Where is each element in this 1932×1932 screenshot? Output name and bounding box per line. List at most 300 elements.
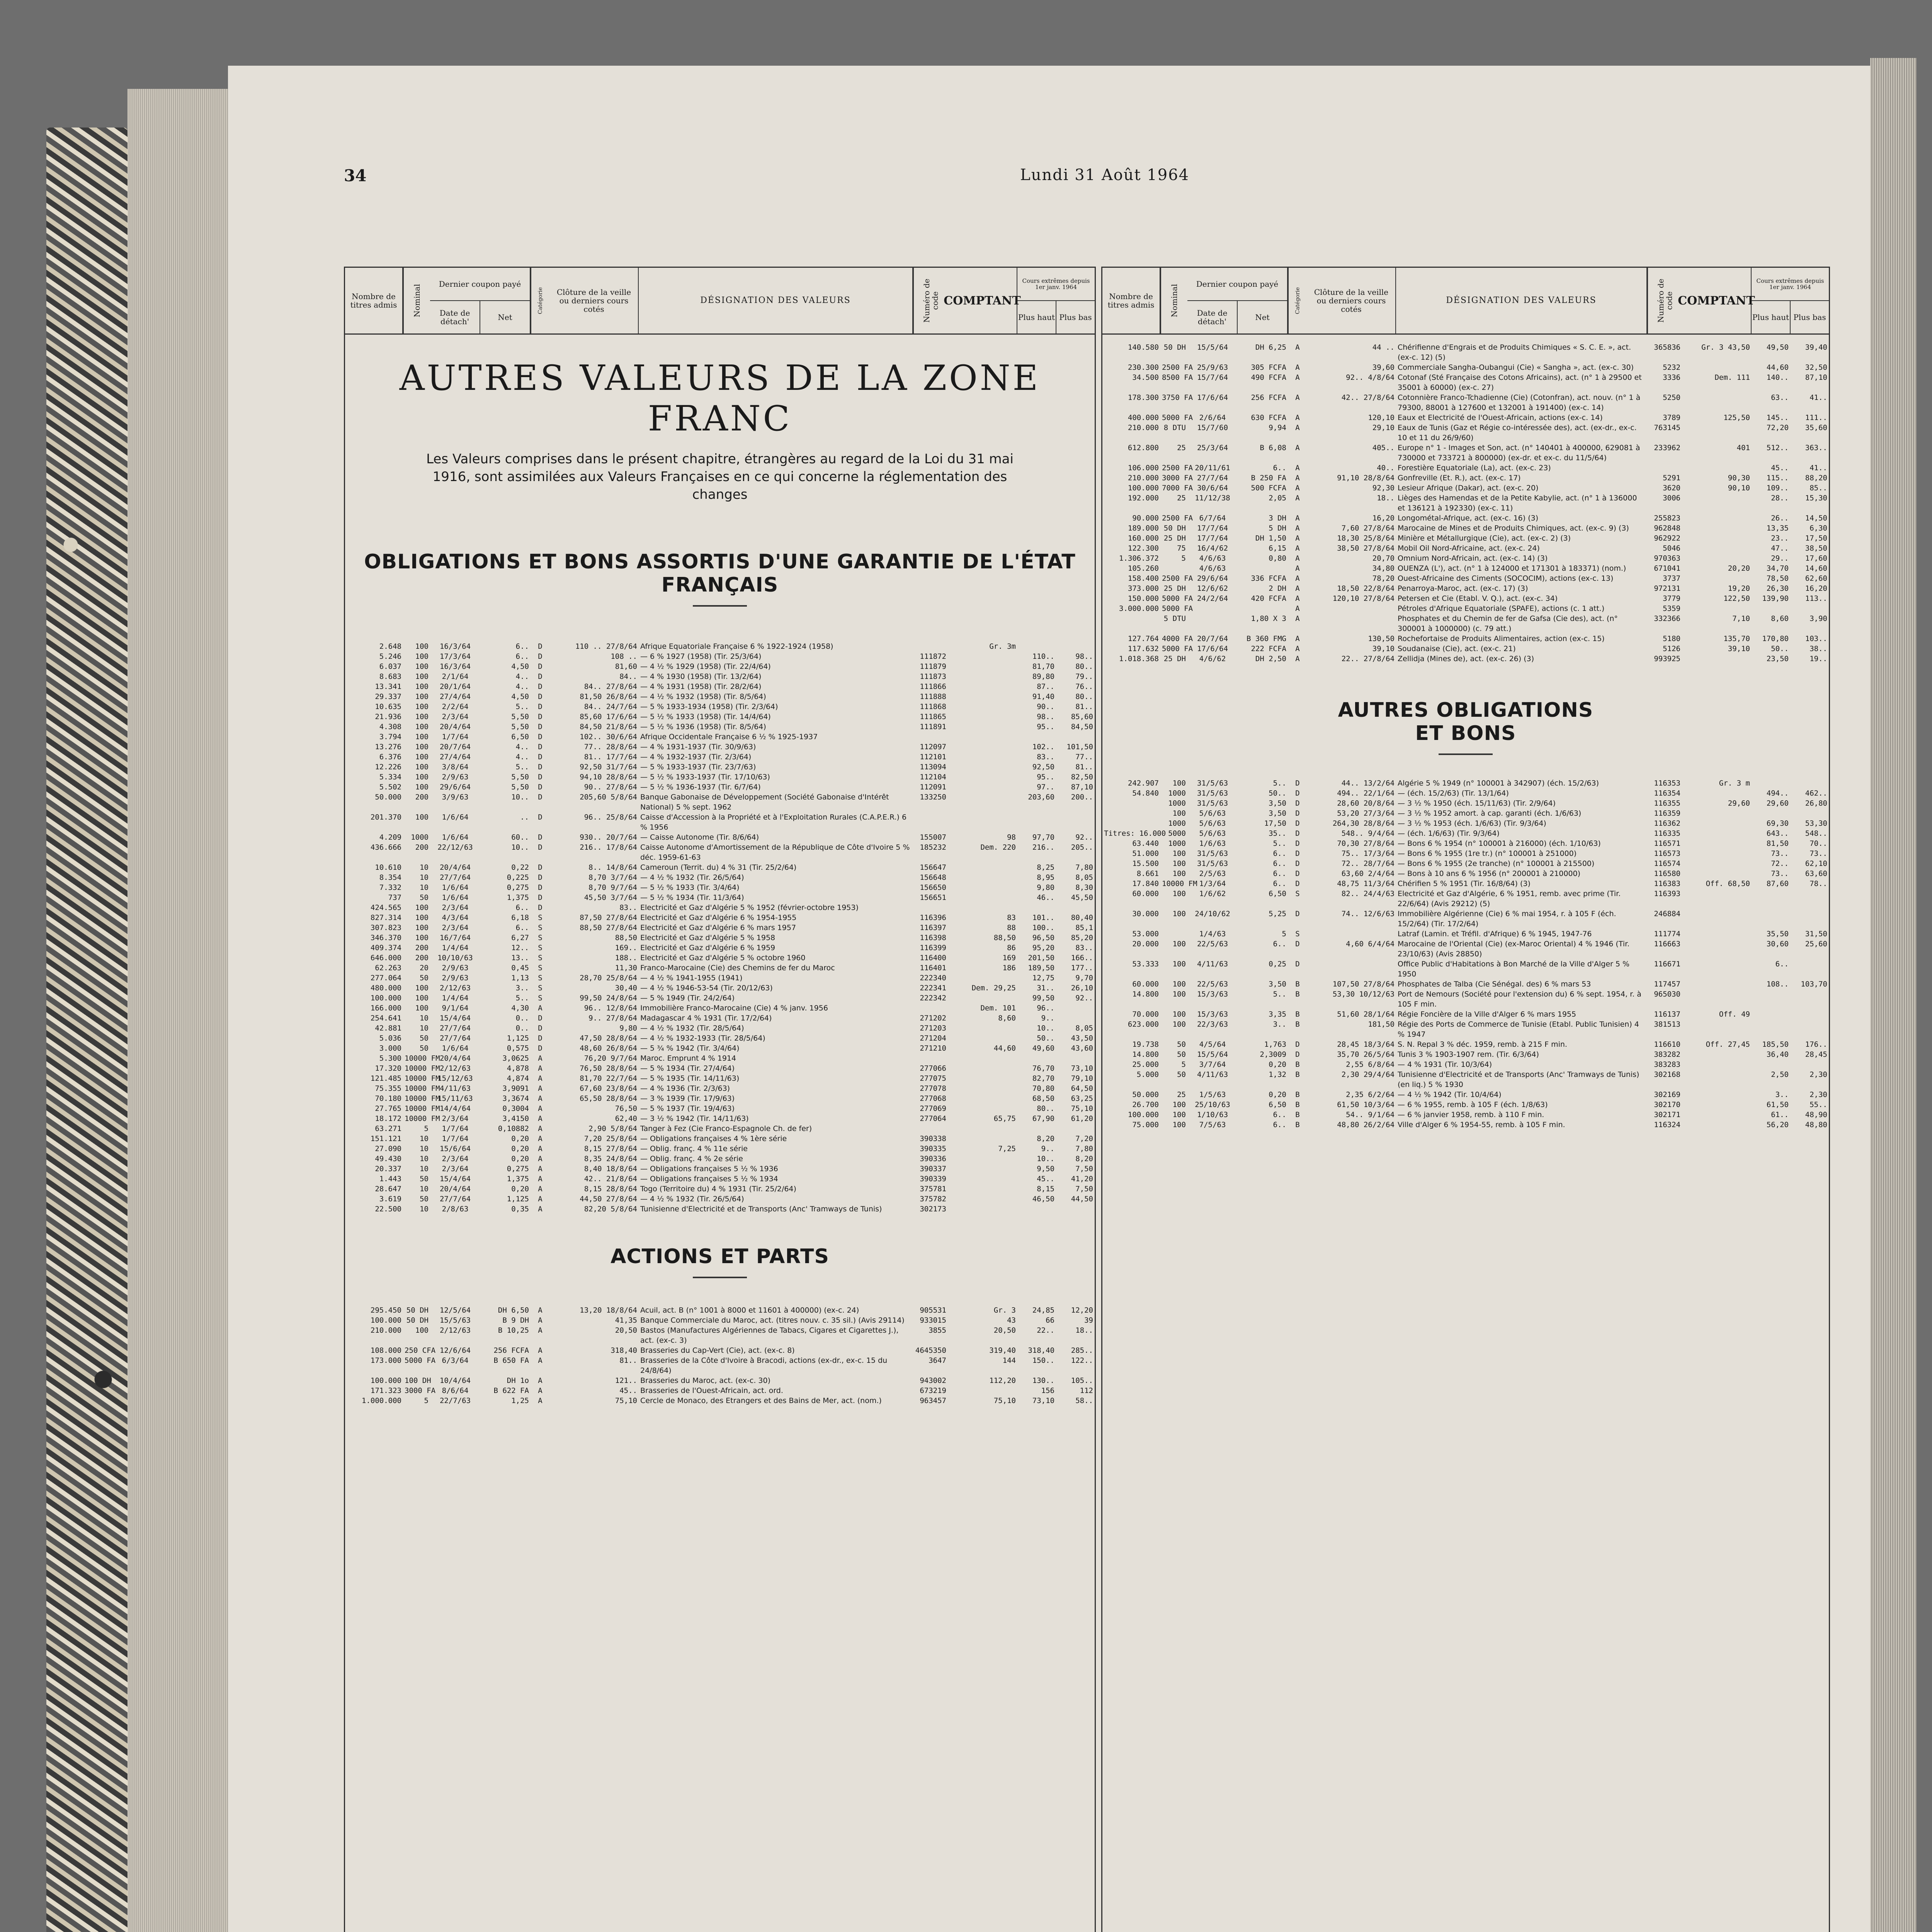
cell-categorie: A <box>538 1003 543 1012</box>
cell-designation: Electricité et Gaz d'Algérie 5 % octobre 1960 <box>640 953 806 962</box>
table-row <box>345 1033 1095 1043</box>
cell-comptant <box>948 772 1017 782</box>
cell-net: 0.. <box>515 1014 529 1022</box>
cell-net: B 650 FA <box>493 1356 529 1365</box>
table-row <box>345 672 1095 682</box>
cell-comptant <box>948 1164 1017 1174</box>
cell-designation: — 4 ½ % 1946-53-54 (Tir. 20/12/63) <box>640 983 773 992</box>
cell-plus-bas: 105.. <box>1071 1376 1093 1385</box>
cell-net: 0,25 <box>1269 960 1286 968</box>
cell-designation: Lesieur Afrique (Dakar), act. (ex-c. 20) <box>1398 484 1539 492</box>
cell-net: 5 <box>1282 930 1286 938</box>
cell-cloture: 318,40 <box>611 1346 637 1355</box>
cell-code: 116354 <box>1654 789 1680 798</box>
cell-plus-haut <box>1752 889 1790 909</box>
cell-plus-bas: 26,10 <box>1071 983 1093 992</box>
cell-date-detach: 15/3/63 <box>1197 990 1228 998</box>
cell-date-detach: 2/3/64 <box>442 1164 469 1173</box>
cell-nominal: 25 DH <box>1163 534 1186 543</box>
cell-comptant: Gr. 3 <box>993 1306 1016 1315</box>
cell-nominal: 100 <box>415 1326 429 1335</box>
cell-plus-bas: 103,70 <box>1801 980 1827 988</box>
table-row <box>345 923 1095 933</box>
cell-date-detach: 4/11/63 <box>1197 960 1228 968</box>
cell-code: 970363 <box>1654 554 1680 563</box>
cell-nombre <box>1102 818 1160 828</box>
cell-date-detach: 1/7/64 <box>442 732 469 741</box>
cell-net: 3,0625 <box>502 1054 529 1063</box>
table-row <box>345 1315 1095 1325</box>
cell-comptant <box>948 883 1017 893</box>
cell-nombre: 158.400 <box>1128 574 1159 583</box>
cell-categorie: A <box>1295 514 1300 522</box>
cell-nombre: 22.500 <box>375 1204 401 1213</box>
cell-designation: Mobil Oil Nord-Africaine, act. (ex-c. 24) <box>1398 544 1540 553</box>
table-row <box>345 1174 1095 1184</box>
cell-plus-bas <box>1056 903 1095 913</box>
cell-code: 111879 <box>920 662 946 671</box>
cell-date-detach: 20/4/64 <box>439 1054 471 1063</box>
cell-net: 500 FCFA <box>1251 484 1286 492</box>
cell-categorie: A <box>1295 645 1300 653</box>
cell-nombre: 4.308 <box>379 722 401 731</box>
cell-cloture: 8,40 18/8/64 <box>584 1164 637 1173</box>
header-cours-sub <box>1017 301 1095 333</box>
table-row <box>1102 1110 1829 1120</box>
cell-categorie: A <box>538 1164 543 1173</box>
cell-date-detach: 2/9/63 <box>442 963 469 972</box>
cell-plus-haut <box>1752 1009 1790 1019</box>
cell-code <box>913 1053 948 1063</box>
cell-designation: — 3 ½ % 1950 (éch. 15/11/63) (Tir. 2/9/64) <box>1398 799 1556 808</box>
header-coupon-sub <box>430 301 530 333</box>
cell-cloture <box>1307 604 1396 614</box>
cell-plus-bas: 44,50 <box>1071 1194 1093 1203</box>
cell-code: 673219 <box>920 1386 946 1395</box>
cell-net: 6.. <box>1273 849 1286 858</box>
cell-designation: — 4 % 1931 (Tir. 10/3/64) <box>1398 1060 1492 1069</box>
cell-plus-haut: 216.. <box>1032 843 1054 852</box>
cell-code: 116396 <box>920 913 946 922</box>
cell-date-detach <box>1187 604 1238 614</box>
cell-categorie: D <box>538 1014 543 1022</box>
cell-plus-bas: 25,60 <box>1805 940 1827 948</box>
cell-cloture: 65,50 28/8/64 <box>580 1094 637 1103</box>
cell-code <box>913 812 948 832</box>
cell-date-detach: 16/3/64 <box>439 642 471 651</box>
cell-comptant <box>948 1386 1017 1396</box>
cell-nombre: 30.000 <box>1132 910 1159 918</box>
cell-net: B 360 FMG <box>1247 634 1286 643</box>
cell-designation: — 5 ½ % 1936-1937 (Tir. 6/7/64) <box>640 782 761 791</box>
cell-code: 302168 <box>1654 1070 1680 1079</box>
table-row <box>1102 553 1829 563</box>
cell-code: 271210 <box>920 1044 946 1053</box>
cell-categorie: A <box>538 1376 543 1385</box>
table-row <box>345 1164 1095 1174</box>
cell-nombre: 20.000 <box>1132 940 1159 948</box>
cell-nominal: 10 <box>420 863 429 872</box>
cell-plus-bas: 205.. <box>1071 843 1093 852</box>
page <box>228 66 1870 1932</box>
cell-comptant <box>1682 1060 1752 1070</box>
cell-code: 277066 <box>920 1064 946 1073</box>
cell-comptant: 7,25 <box>998 1144 1016 1153</box>
cell-plus-haut: 12,75 <box>1032 973 1054 982</box>
table-row <box>345 641 1095 651</box>
cell-nominal: 5000 <box>1168 829 1186 838</box>
cell-comptant <box>948 1194 1017 1204</box>
cell-plus-haut: 29.. <box>1771 554 1789 563</box>
cell-plus-haut: 97,70 <box>1032 833 1054 842</box>
cell-designation: — 5 ½ % 1933 (Tir. 3/4/64) <box>640 883 740 892</box>
cell-plus-haut: 81,70 <box>1032 662 1054 671</box>
cell-designation: Afrique Occidentale Française 6 ½ % 1925-1937 <box>640 732 818 741</box>
table-row <box>1102 1019 1829 1039</box>
cell-plus-bas: 2,30 <box>1810 1070 1827 1079</box>
cell-categorie: A <box>538 1204 543 1213</box>
table-row <box>345 722 1095 732</box>
cell-cloture: 85,60 17/6/64 <box>580 712 637 721</box>
cell-plus-bas: 111.. <box>1805 413 1827 422</box>
cell-plus-bas: 62,10 <box>1805 859 1827 868</box>
cell-nombre: 127.764 <box>1128 634 1159 643</box>
cell-nombre: 373.000 <box>1128 584 1159 593</box>
cell-code: 302170 <box>1654 1100 1680 1109</box>
cell-designation: Tunisienne d'Electricité et de Transports (Anc' Tramways de Tunis) (en liq.) 5 % 1930 <box>1398 1070 1639 1089</box>
cell-designation: Brasseries de la Côte d'Ivoire à Bracodi, actions (ex-dr., ex-c. 15 du 24/8/64) <box>640 1356 888 1375</box>
cell-comptant <box>948 662 1017 672</box>
cell-categorie: A <box>538 1174 543 1183</box>
cell-net: 3.. <box>1273 1020 1286 1029</box>
cell-designation: — 5 % 1935 (Tir. 14/11/63) <box>640 1074 740 1083</box>
cell-nominal: 50 <box>420 1044 429 1053</box>
cell-plus-haut <box>1017 1124 1056 1134</box>
cell-net: 1,125 <box>507 1194 529 1203</box>
cell-net: 50.. <box>1269 789 1286 798</box>
cell-nombre: 21.936 <box>375 712 401 721</box>
cell-plus-bas <box>1056 812 1095 832</box>
cell-plus-bas: 12,20 <box>1071 1306 1093 1315</box>
cell-categorie: D <box>1295 809 1300 818</box>
cell-plus-bas: 77.. <box>1075 752 1093 761</box>
cell-code: 111891 <box>920 722 946 731</box>
cell-nominal: 100 <box>1172 889 1186 898</box>
cell-comptant: Dem. 29,25 <box>971 983 1016 992</box>
cell-code: 3737 <box>1663 574 1680 583</box>
cell-date-detach: 25/3/64 <box>1197 444 1228 452</box>
cell-cloture: 84,50 21/8/64 <box>580 722 637 731</box>
cell-net: 6,18 <box>511 913 529 922</box>
cell-code: 116353 <box>1654 779 1680 787</box>
cell-plus-bas <box>1790 1019 1829 1039</box>
cell-plus-haut: 87.. <box>1037 682 1054 691</box>
cell-date-detach: 2/3/64 <box>442 712 469 721</box>
cell-cloture: 70,30 27/8/64 <box>1337 839 1395 848</box>
cell-designation: Togo (Territoire du) 4 % 1931 (Tir. 25/2/64) <box>640 1184 796 1193</box>
cell-net: 0,22 <box>511 863 529 872</box>
cell-plus-haut: 73.. <box>1771 849 1789 858</box>
cell-plus-bas: 48,90 <box>1805 1111 1827 1119</box>
cell-categorie: A <box>538 1386 543 1395</box>
cell-categorie: B <box>1295 1121 1300 1129</box>
cell-comptant <box>1682 788 1752 798</box>
cell-comptant <box>1682 573 1752 583</box>
cell-comptant: Dem. 220 <box>980 843 1016 852</box>
cell-plus-haut <box>1752 989 1790 1009</box>
cell-net: 256 FCFA <box>493 1346 529 1355</box>
cell-nominal: 100 <box>415 642 429 651</box>
cell-net: 3,50 <box>1269 809 1286 818</box>
header-cours-title: Cours extrêmes depuis 1er janv. 1964 <box>1752 268 1829 301</box>
cell-date-detach: 15/11/63 <box>437 1094 473 1103</box>
cell-categorie: A <box>1295 423 1300 432</box>
cell-designation: — 5 % 1934 (Tir. 27/4/64) <box>640 1064 735 1073</box>
cell-cloture: 8,35 24/8/64 <box>584 1154 637 1163</box>
table-row <box>1102 342 1829 362</box>
cell-plus-haut: 8,15 <box>1037 1184 1054 1193</box>
cell-plus-haut: 50.. <box>1037 1034 1054 1043</box>
cell-code: 5359 <box>1663 604 1680 613</box>
cell-date-detach: 16/7/64 <box>439 933 471 942</box>
cell-comptant <box>948 672 1017 682</box>
cell-nominal: 100 <box>1172 869 1186 878</box>
cell-categorie: D <box>538 1024 543 1032</box>
table-row <box>1102 1120 1829 1130</box>
cell-plus-bas: 79,10 <box>1071 1074 1093 1083</box>
cell-nombre: 63.440 <box>1132 839 1159 848</box>
cell-designation: Brasseries de l'Ouest-Africain, act. ord. <box>640 1386 783 1395</box>
header-cours-extremes <box>1752 268 1829 333</box>
cell-comptant <box>1682 654 1752 664</box>
cell-plus-haut: 46.. <box>1037 893 1054 902</box>
cell-nominal: 10 <box>420 883 429 892</box>
cell-code <box>913 903 948 913</box>
cell-plus-bas <box>1056 1204 1095 1214</box>
cell-plus-haut <box>1017 1053 1056 1063</box>
cell-designation: — Oblig. franç. 4 % 11e série <box>640 1144 748 1153</box>
cell-categorie: D <box>1295 879 1300 888</box>
cell-plus-bas: 58.. <box>1075 1396 1093 1405</box>
cell-categorie: S <box>1295 930 1300 938</box>
cell-nominal: 50 DH <box>406 1306 429 1315</box>
cell-plus-haut: 95.. <box>1037 772 1054 781</box>
cell-nombre: 19.738 <box>1132 1040 1159 1049</box>
cell-code: 271203 <box>920 1024 946 1032</box>
cell-code: 116399 <box>920 943 946 952</box>
cell-cloture: 84.. 27/8/64 <box>584 682 637 691</box>
cell-plus-haut: 49,50 <box>1766 343 1789 352</box>
cell-net: 2 DH <box>1269 584 1286 593</box>
cell-categorie: D <box>538 682 543 691</box>
cell-plus-bas: 55.. <box>1810 1100 1827 1109</box>
cell-net: B 250 FA <box>1251 474 1286 482</box>
table-row <box>1102 939 1829 959</box>
table-row <box>345 752 1095 762</box>
cell-comptant <box>1682 523 1752 533</box>
table-row <box>345 963 1095 973</box>
cell-categorie: D <box>1295 779 1300 787</box>
cell-code: 381513 <box>1654 1020 1680 1029</box>
header-net: Net <box>498 313 512 322</box>
header-categorie: Catégorie <box>1288 268 1307 333</box>
table-row <box>345 993 1095 1003</box>
cell-plus-haut: 109.. <box>1766 484 1789 492</box>
cell-date-detach: 11/12/38 <box>1195 494 1230 502</box>
cell-code: 116397 <box>920 923 946 932</box>
cell-plus-haut: 23,50 <box>1766 655 1789 663</box>
cell-categorie: D <box>538 793 543 801</box>
cell-nominal: 7000 FA <box>1162 484 1193 492</box>
cell-categorie: A <box>538 1356 543 1365</box>
cell-designation: Caisse Autonome d'Amortissement de la République de Côte d'Ivoire 5 % déc. 1959-61-63 <box>640 843 910 862</box>
book-page-edges-left <box>128 89 228 1932</box>
cell-categorie: D <box>1295 819 1300 828</box>
cell-nominal: 10000 FM <box>405 1054 440 1063</box>
cell-cloture: 92.. 4/8/64 <box>1346 373 1395 382</box>
table-row <box>345 1194 1095 1204</box>
cell-categorie: A <box>538 1316 543 1325</box>
cell-designation: Banque Gabonaise de Développement (Société Gabonaise d'Intérêt National) 5 % sept. 1962 <box>640 793 889 811</box>
table-row <box>345 1124 1095 1134</box>
cell-designation: Marocaine de Mines et de Produits Chimiques, act. (ex-c. 9) (3) <box>1398 524 1629 532</box>
book-spine-marbling <box>46 128 128 1932</box>
header-nominal: Nominal <box>1160 268 1187 333</box>
cell-categorie: A <box>1295 484 1300 492</box>
cell-cloture: 2,90 5/8/64 <box>588 1124 637 1133</box>
cell-plus-haut: 90.. <box>1037 702 1054 711</box>
cell-nombre: 192.000 <box>1128 494 1159 502</box>
header-code: Numéro de code <box>1647 268 1682 333</box>
table-row <box>1102 463 1829 473</box>
cell-plus-haut: 9.. <box>1041 1144 1054 1153</box>
table-row <box>345 1305 1095 1315</box>
cell-date-detach: 3/7/64 <box>1199 1060 1226 1069</box>
cell-nominal: 100 <box>415 772 429 781</box>
cell-nominal: 5 <box>1181 1060 1186 1069</box>
cell-designation: Latraf (Lamin. et Tréfil. d'Afrique) 6 % 1945, 1947-76 <box>1398 930 1592 938</box>
table-row <box>1102 1060 1829 1070</box>
cell-cloture: 53,20 27/3/64 <box>1337 809 1395 818</box>
cell-nominal: 100 <box>1172 809 1186 818</box>
cell-cloture: 930.. 20/7/64 <box>580 833 637 842</box>
cell-nominal: 100 <box>415 813 429 821</box>
cell-plus-haut: 189,50 <box>1028 963 1054 972</box>
cell-net: 5,25 <box>1269 910 1286 918</box>
cell-code: 116335 <box>1654 829 1680 838</box>
cell-date-detach: 29/6/64 <box>1197 574 1228 583</box>
cell-date-detach: 4/5/64 <box>1199 1040 1226 1049</box>
cell-code: 156651 <box>920 893 946 902</box>
cell-cloture: 44.. 13/2/64 <box>1341 779 1395 787</box>
cell-nominal: 100 <box>1172 940 1186 948</box>
cell-nominal: 100 <box>415 903 429 912</box>
cell-comptant <box>1682 1100 1752 1110</box>
cell-cloture: 74.. 12/6/63 <box>1341 910 1395 918</box>
cell-cloture <box>1307 614 1396 634</box>
cell-nombre: 10.635 <box>375 702 401 711</box>
cell-comptant <box>1682 553 1752 563</box>
cell-cloture: 2,35 6/2/64 <box>1346 1090 1395 1099</box>
table-row <box>1102 849 1829 859</box>
cell-date-detach: 2/6/64 <box>1199 413 1226 422</box>
cell-date-detach: 2/12/63 <box>439 1326 471 1335</box>
cell-date-detach: 6/7/64 <box>1199 514 1226 522</box>
cell-nombre: 3.000 <box>379 1044 401 1053</box>
cell-designation: Maroc. Emprunt 4 % 1914 <box>640 1054 736 1063</box>
cell-date-detach: 1/6/64 <box>442 833 469 842</box>
cell-nominal: 100 <box>1172 779 1186 787</box>
cell-nombre: 26.700 <box>1132 1100 1159 1109</box>
cell-net: 0,575 <box>507 1044 529 1053</box>
cell-plus-haut: 49,60 <box>1032 1044 1054 1053</box>
cell-code: 222340 <box>920 973 946 982</box>
cell-cloture: 30,40 <box>615 983 637 992</box>
cell-designation: Eaux et Electricité de l'Ouest-Africain, actions (ex-c. 14) <box>1398 413 1603 422</box>
cell-date-detach: 6/3/64 <box>442 1356 469 1365</box>
cell-categorie: A <box>1295 373 1300 382</box>
cell-plus-haut: 92,50 <box>1032 762 1054 771</box>
cell-net: 4,50 <box>511 692 529 701</box>
cell-nombre: 5.036 <box>379 1034 401 1043</box>
header-nombre-titres: Nombre de titres admis <box>1102 268 1160 333</box>
cell-nombre: 623.000 <box>1128 1020 1159 1029</box>
cell-plus-bas: 84,50 <box>1071 722 1093 731</box>
cell-categorie: B <box>1295 980 1300 988</box>
cell-cloture: 81,70 22/7/64 <box>580 1074 637 1083</box>
cell-categorie: A <box>1295 343 1300 352</box>
cell-net: 420 FCFA <box>1251 594 1286 603</box>
cell-code: 113094 <box>920 762 946 771</box>
cell-plus-haut: 26,30 <box>1766 584 1789 593</box>
cell-cloture: 96.. 25/8/64 <box>584 813 637 821</box>
cell-plus-haut: 83.. <box>1037 752 1054 761</box>
header-dernier-coupon <box>1187 268 1288 333</box>
cell-cloture: 102.. 30/6/64 <box>580 732 637 741</box>
cell-nominal: 5000 FA <box>1162 604 1193 613</box>
table-row <box>345 933 1095 943</box>
cell-net: 4,50 <box>511 662 529 671</box>
cell-plus-haut <box>1752 1019 1790 1039</box>
cell-plus-bas: 43,60 <box>1071 1044 1093 1053</box>
cell-nominal: 3000 FA <box>1162 474 1193 482</box>
header-coupon-sub <box>1187 301 1287 333</box>
cell-code: 111774 <box>1654 930 1680 938</box>
cell-cloture: 108 .. <box>611 652 637 661</box>
cell-code: 3336 <box>1663 373 1680 382</box>
cell-designation: Electricité et Gaz d'Algérie 6 % 1954-1955 <box>640 913 797 922</box>
table-row <box>1102 443 1829 463</box>
cell-plus-bas: 18.. <box>1075 1326 1093 1335</box>
header-designation: DÉSIGNATION DES VALEURS <box>1396 268 1647 333</box>
cell-code: 3855 <box>929 1326 946 1335</box>
cell-nombre: 105.260 <box>1128 564 1159 573</box>
cell-plus-haut: 99,50 <box>1032 993 1054 1002</box>
cell-cloture: 76,20 9/7/64 <box>584 1054 637 1063</box>
cell-net: 5.. <box>515 702 529 711</box>
cell-plus-haut: 95,20 <box>1032 943 1054 952</box>
cell-designation: Petersen et Cie (Etabl. V. Q.), act. (ex-c. 34) <box>1398 594 1558 603</box>
cell-plus-haut <box>1752 778 1790 788</box>
table-row <box>1102 372 1829 393</box>
cell-comptant <box>948 1104 1017 1114</box>
cell-cloture: 35,70 26/5/64 <box>1337 1050 1395 1059</box>
table-row <box>345 862 1095 872</box>
cell-cloture <box>1307 959 1396 979</box>
cell-designation: — Bons à 10 ans 6 % 1956 (n° 200001 à 210000) <box>1398 869 1581 878</box>
cell-nombre: 15.500 <box>1132 859 1159 868</box>
cell-categorie: A <box>1295 544 1300 553</box>
